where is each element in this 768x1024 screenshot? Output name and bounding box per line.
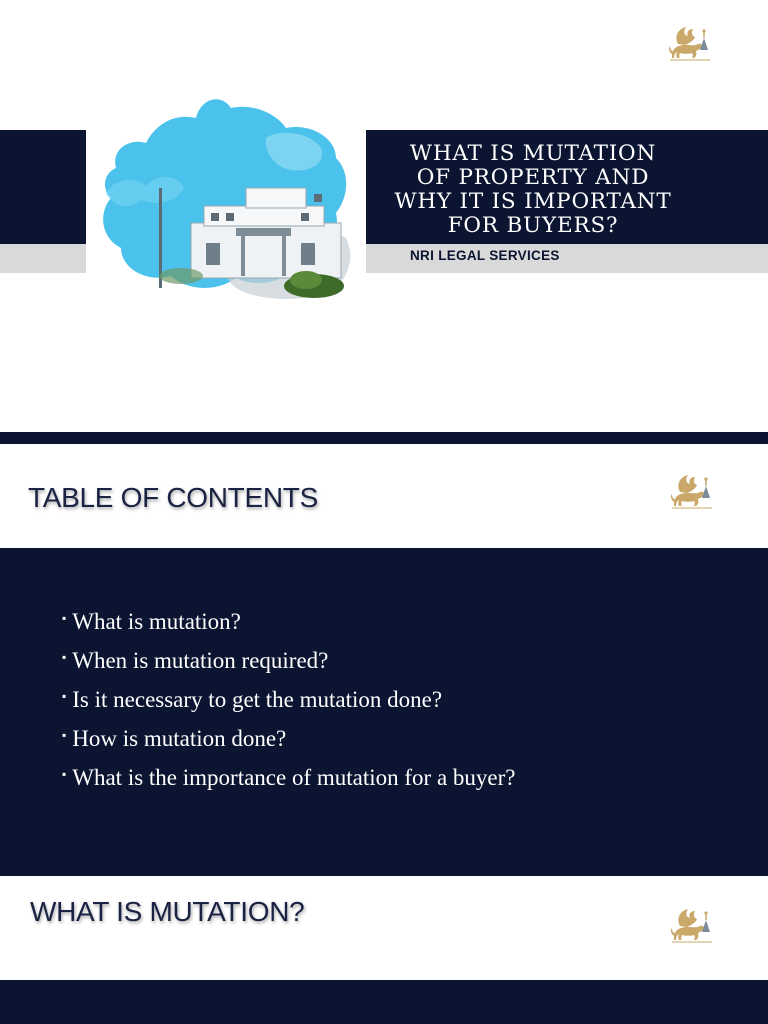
presentation-title: [380, 142, 686, 238]
toc-item: [62, 758, 516, 797]
hero-image: [86, 78, 366, 343]
winged-lion-logo-icon: [666, 472, 720, 512]
title-line: WHAT IS MUTATION: [409, 141, 657, 166]
bullet-icon: ▪: [62, 650, 67, 664]
presentation-subtitle: NRI LEGAL SERVICES: [410, 248, 560, 263]
bullet-icon: ▪: [62, 611, 67, 625]
toc-item-text: What is mutation?: [72, 609, 241, 634]
toc-item-text: What is the importance of mutation for a buyer?: [72, 765, 516, 790]
bullet-icon: ▪: [62, 728, 67, 742]
toc-item: [62, 680, 516, 719]
title-line: FOR BUYERS?: [447, 213, 619, 238]
toc-item-text: Is it necessary to get the mutation done?: [72, 687, 443, 712]
toc-item-text: How is mutation done?: [72, 726, 287, 751]
bullet-icon: ▪: [62, 767, 67, 781]
title-line: OF PROPERTY AND: [416, 165, 650, 190]
title-line: WHY IT IS IMPORTANT: [394, 189, 672, 214]
winged-lion-logo-icon: [664, 24, 718, 64]
slide-divider: [0, 432, 768, 444]
toc-item-text: When is mutation required?: [72, 648, 329, 673]
toc-title: TABLE OF CONTENTS: [28, 482, 318, 513]
toc-list: [62, 602, 516, 797]
toc-item: [62, 602, 516, 641]
toc-item: [62, 719, 516, 758]
slide-title: [0, 0, 768, 432]
winged-lion-logo-icon: [666, 906, 720, 946]
toc-item: [62, 641, 516, 680]
mutation-header: [0, 876, 768, 980]
bullet-icon: ▪: [62, 689, 67, 703]
mutation-title: WHAT IS MUTATION?: [30, 896, 305, 927]
mutation-body: [0, 980, 768, 1024]
watercolor-house-illustration: [86, 78, 366, 343]
